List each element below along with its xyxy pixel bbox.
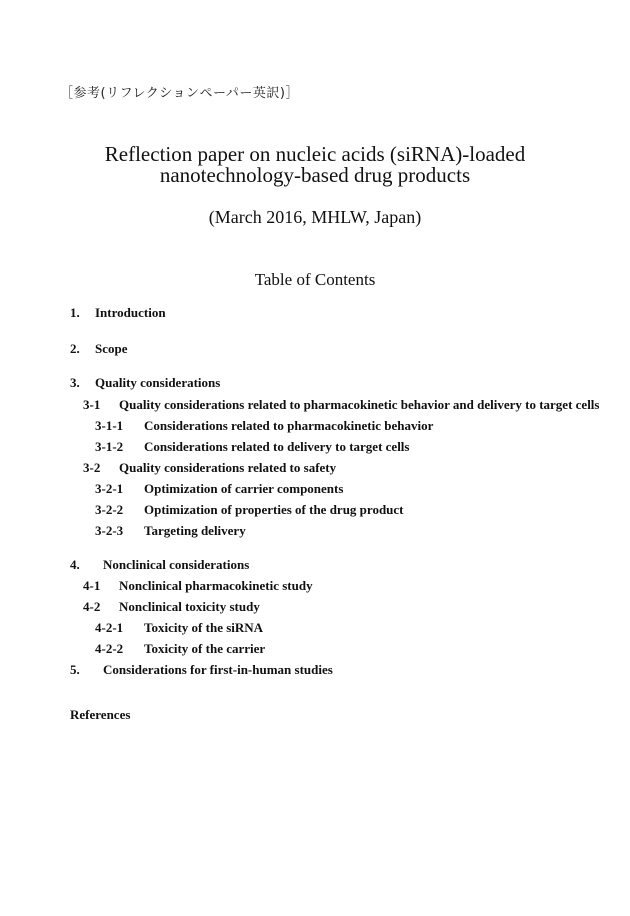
toc-number: 3-1 <box>83 397 101 412</box>
toc-number: 4-2 <box>83 599 101 614</box>
toc-label: Toxicity of the carrier <box>144 641 266 656</box>
toc-number: 5. <box>70 662 80 677</box>
toc-number: 2. <box>70 341 80 356</box>
toc-label: Toxicity of the siRNA <box>144 620 264 635</box>
toc-label: Nonclinical toxicity study <box>119 599 260 614</box>
toc-label: Nonclinical considerations <box>103 557 250 572</box>
toc-label: Optimization of properties of the drug product <box>144 502 404 517</box>
toc-label: Optimization of carrier components <box>144 481 344 496</box>
publication-date-line: (March 2016, MHLW, Japan) <box>208 207 422 227</box>
toc-label: Quality considerations <box>95 375 221 390</box>
toc-number: 3-2-3 <box>95 523 124 538</box>
toc-label: Quality considerations related to safety <box>119 460 337 475</box>
references-heading: References <box>70 707 131 722</box>
toc-number: 3. <box>70 375 80 390</box>
toc-label: Considerations related to pharmacokinetic behavior <box>144 418 434 433</box>
toc-number: 3-2-2 <box>95 502 124 517</box>
toc-label: Quality considerations related to pharmacokinetic behavior and delivery to target cells <box>119 397 600 412</box>
toc-label: Introduction <box>95 305 166 320</box>
toc-number: 4. <box>70 557 80 572</box>
document-title-line-2: nanotechnology-based drug products <box>159 163 471 187</box>
toc-number: 4-1 <box>83 578 101 593</box>
toc-number: 3-2-1 <box>95 481 124 496</box>
reference-translation-note: ［参考(リフレクションペーパー英訳)］ <box>60 86 299 101</box>
toc-label: Considerations related to delivery to target cells <box>144 439 410 454</box>
toc-number: 4-2-1 <box>95 620 124 635</box>
toc-number: 3-1-1 <box>95 418 124 433</box>
document-title-line-1: Reflection paper on nucleic acids (siRNA)-loaded <box>104 142 526 166</box>
toc-label: Scope <box>95 341 128 356</box>
table-of-contents-heading: Table of Contents <box>254 270 376 289</box>
toc-label: Considerations for first-in-human studies <box>103 662 333 677</box>
toc-number: 4-2-2 <box>95 641 124 656</box>
toc-number: 3-2 <box>83 460 101 475</box>
toc-label: Targeting delivery <box>144 523 246 538</box>
toc-label: Nonclinical pharmacokinetic study <box>119 578 313 593</box>
toc-number: 1. <box>70 305 80 320</box>
toc-number: 3-1-2 <box>95 439 124 454</box>
